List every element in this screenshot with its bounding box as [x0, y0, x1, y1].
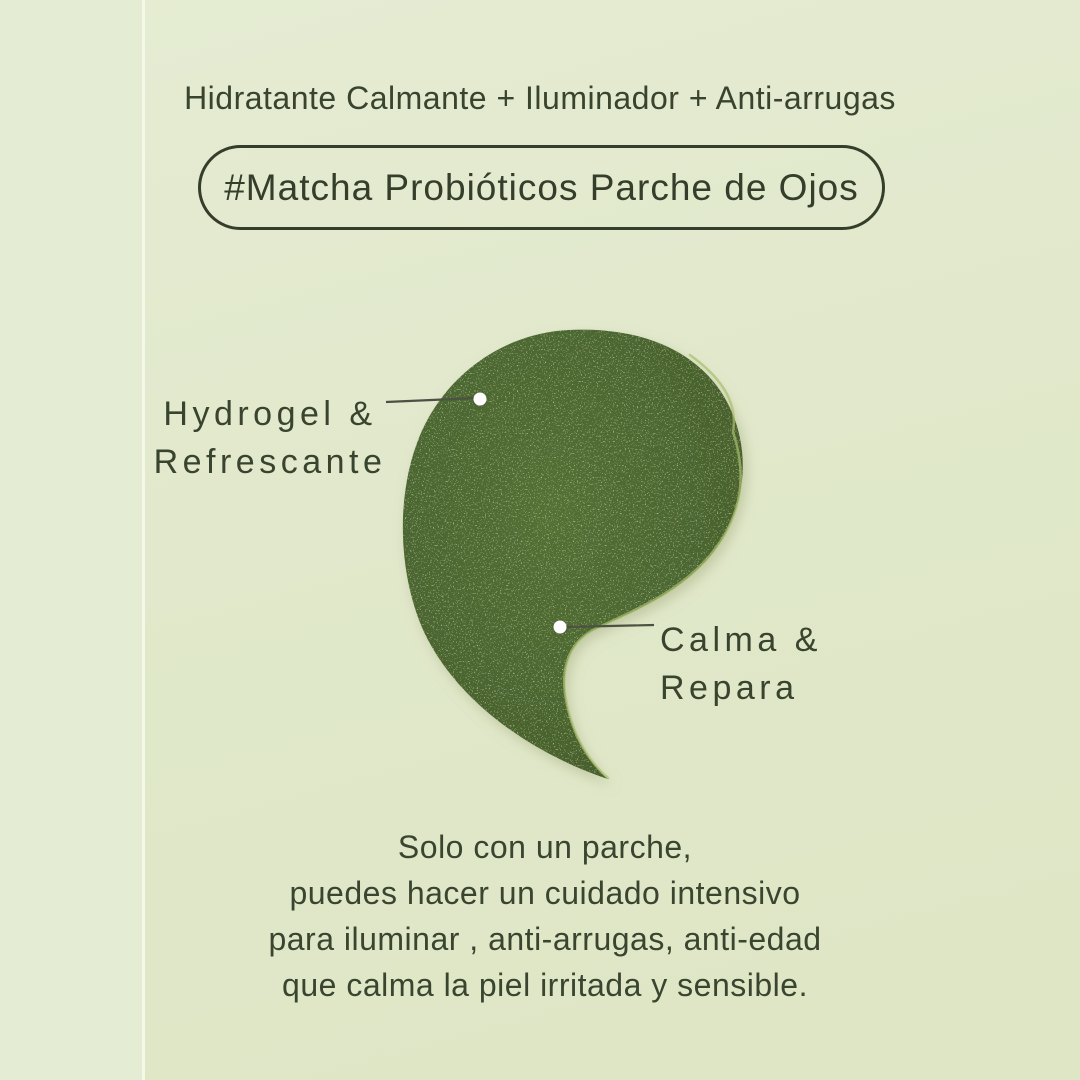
- callout-label-line: Hydrogel &: [163, 395, 377, 433]
- callout-label-line: Repara: [660, 669, 799, 707]
- product-badge-label: #Matcha Probióticos Parche de Ojos: [224, 166, 859, 208]
- callout-label-calma: [660, 616, 822, 712]
- description-line: para iluminar , anti-arrugas, anti-edad: [268, 921, 822, 957]
- callout-dot-right: [554, 621, 567, 634]
- callout-label-hydrogel: [100, 390, 440, 486]
- tagline: Hidratante Calmante + Iluminador + Anti-arrugas: [184, 80, 896, 116]
- callout-dot-left: [474, 393, 487, 406]
- description-line: puedes hacer un cuidado intensivo: [289, 875, 801, 911]
- description: [10, 824, 1080, 1008]
- description-line: que calma la piel irritada y sensible.: [282, 967, 808, 1003]
- callout-label-line: Refrescante: [153, 443, 387, 481]
- callout-label-line: Calma &: [660, 621, 822, 659]
- description-line: Solo con un parche,: [397, 829, 693, 865]
